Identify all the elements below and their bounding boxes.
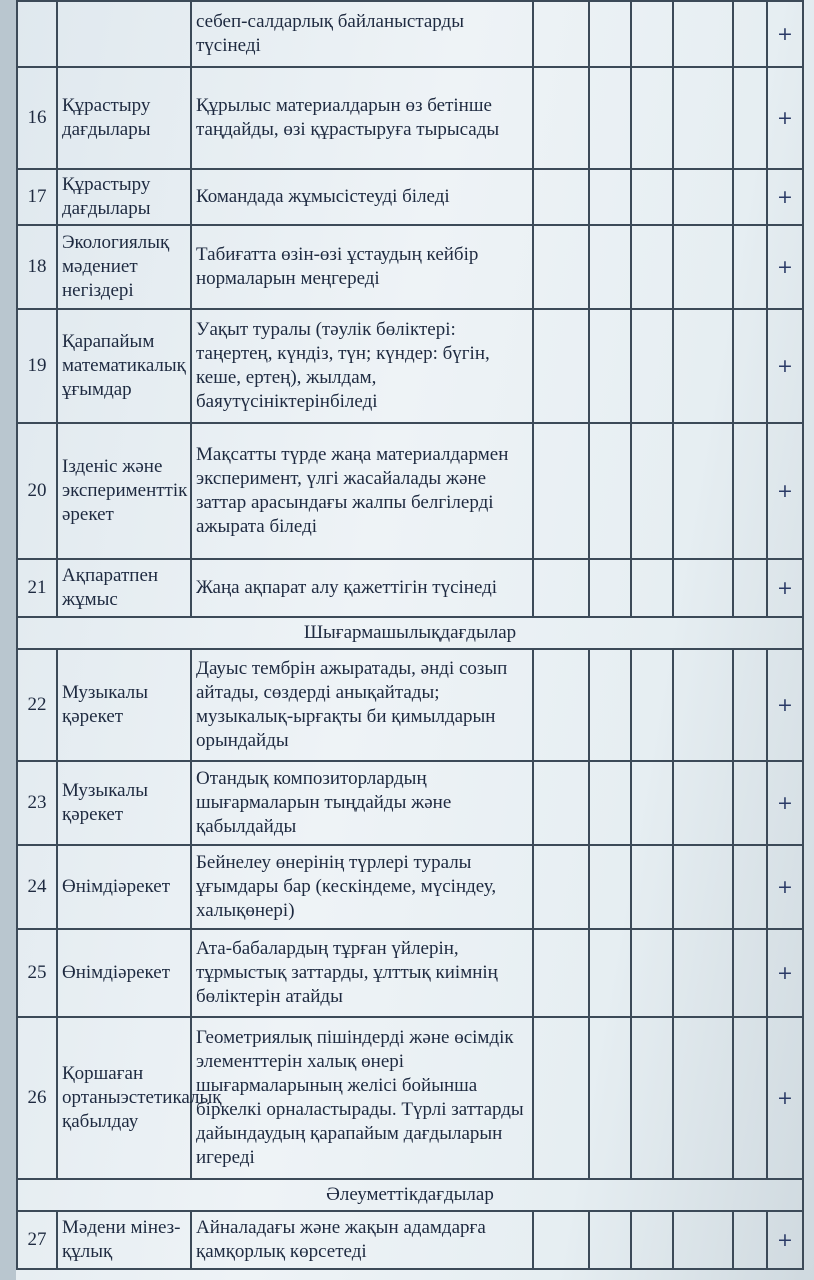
assessment-table — [16, 0, 804, 1270]
description-cell: Жаңа ақпарат алу қажеттігін түсінеді — [191, 559, 533, 617]
area-cell: Ақпаратпен жұмыс — [57, 559, 191, 617]
area-cell — [57, 1, 191, 67]
area-cell: Қоршаған ортаныэстетикалық қабылдау — [57, 1017, 191, 1179]
description-cell: Ата-бабалардың тұрған үйлерін, тұрмыстық заттарды, ұлттық киімнің бөліктерін атайды — [191, 929, 533, 1017]
area-cell: Ізденіс және эксперименттік әрекет — [57, 423, 191, 559]
section-row — [17, 617, 803, 649]
section-heading: Әлеуметтікдағдылар — [17, 1179, 803, 1211]
row-number: 20 — [17, 423, 57, 559]
check-mark: + — [767, 1, 803, 67]
table-row — [17, 225, 803, 309]
table-row — [17, 649, 803, 761]
check-mark: + — [767, 225, 803, 309]
area-cell: Өнімдіәрекет — [57, 845, 191, 929]
description-cell: Уақыт туралы (тәулік бөліктері: таңертең, күндіз, түн; күндер: бүгін, кеше, ертең), жылдам, баяутүсініктерінбіледі — [191, 309, 533, 423]
row-number: 17 — [17, 169, 57, 225]
row-number: 24 — [17, 845, 57, 929]
row-number: 25 — [17, 929, 57, 1017]
table-row — [17, 1017, 803, 1179]
check-mark: + — [767, 929, 803, 1017]
section-row — [17, 1179, 803, 1211]
description-cell: Құрылыс материалдарын өз бетінше таңдайды, өзі құрастыруға тырысады — [191, 67, 533, 169]
description-cell: Айналадағы және жақын адамдарға қамқорлық көрсетеді — [191, 1211, 533, 1269]
check-mark: + — [767, 649, 803, 761]
row-number: 27 — [17, 1211, 57, 1269]
check-mark: + — [767, 1017, 803, 1179]
table-row — [17, 929, 803, 1017]
page-edge — [0, 0, 16, 1280]
area-cell: Музыкалы қәрекет — [57, 761, 191, 845]
description-cell: Табиғатта өзін-өзі ұстаудың кейбір нормаларын меңгереді — [191, 225, 533, 309]
row-number: 26 — [17, 1017, 57, 1179]
check-mark: + — [767, 761, 803, 845]
area-cell: Музыкалы қәрекет — [57, 649, 191, 761]
table-row — [17, 423, 803, 559]
table-row — [17, 845, 803, 929]
area-cell: Мәдени мінез-құлық — [57, 1211, 191, 1269]
description-cell: Дауыс тембрін ажыратады, әнді созып айтады, сөздерді анықайтады; музыкалық-ырғақты би қимылдарын орындайды — [191, 649, 533, 761]
table-row — [17, 67, 803, 169]
area-cell: Қарапайым математикалық ұғымдар — [57, 309, 191, 423]
row-number — [17, 1, 57, 67]
description-cell: Мақсатты түрде жаңа материалдармен эксперимент, үлгі жасайалады және заттар арасындағы жалпы белгілерді ажырата біледі — [191, 423, 533, 559]
description-cell: Командада жұмысістеуді біледі — [191, 169, 533, 225]
description-cell: Геометриялық пішіндерді және өсімдік элементтерін халық өнері шығармаларының желісі бойынша біркелкі орналастырады. Түрлі заттарды дайындаудың қарапайым дағдыларын игереді — [191, 1017, 533, 1179]
row-number: 19 — [17, 309, 57, 423]
check-mark: + — [767, 1211, 803, 1269]
description-cell: Отандық композиторлардың шығармаларын тыңдайды және қабылдайды — [191, 761, 533, 845]
description-cell: себеп-салдарлық байланыстарды түсінеді — [191, 1, 533, 67]
area-cell: Экологиялық мәдениет негіздері — [57, 225, 191, 309]
row-number: 21 — [17, 559, 57, 617]
table-row — [17, 761, 803, 845]
row-number: 16 — [17, 67, 57, 169]
section-heading: Шығармашылықдағдылар — [17, 617, 803, 649]
table-row — [17, 169, 803, 225]
row-number: 22 — [17, 649, 57, 761]
area-cell: Өнімдіәрекет — [57, 929, 191, 1017]
check-mark: + — [767, 423, 803, 559]
table-row — [17, 309, 803, 423]
table-row — [17, 1211, 803, 1269]
area-cell: Құрастыру дағдылары — [57, 67, 191, 169]
check-mark: + — [767, 169, 803, 225]
table-row — [17, 1, 803, 67]
row-number: 23 — [17, 761, 57, 845]
row-number: 18 — [17, 225, 57, 309]
area-cell: Құрастыру дағдылары — [57, 169, 191, 225]
check-mark: + — [767, 845, 803, 929]
check-mark: + — [767, 67, 803, 169]
check-mark: + — [767, 559, 803, 617]
check-mark: + — [767, 309, 803, 423]
description-cell: Бейнелеу өнерінің түрлері туралы ұғымдары бар (кескіндеме, мүсіндеу, халықөнері) — [191, 845, 533, 929]
table-row — [17, 559, 803, 617]
